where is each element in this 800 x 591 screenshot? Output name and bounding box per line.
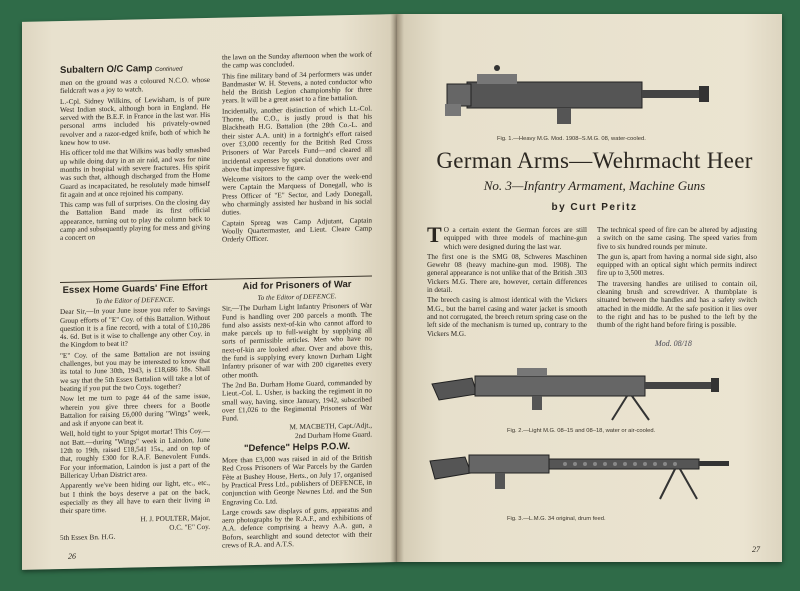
fig1-caption: Fig. 1.—Heavy M.G. Mod. 1908–S.M.G. 08, water-cooled. bbox=[497, 136, 646, 142]
lmg34-illustration bbox=[425, 439, 745, 509]
paragraph: This fine military band of 34 performers was under Bandmaster W. H. Stevens, a noted conductor who held the British Legion championship for three years. It will be a great asset to a fine battalion. bbox=[222, 69, 372, 106]
article-title-block bbox=[427, 148, 762, 213]
book-spine bbox=[390, 14, 404, 562]
fig3-caption: Fig. 3.—L.M.G. 34 original, drum feed. bbox=[507, 516, 606, 522]
paragraph: men on the ground was a coloured N.C.O. whose fieldcraft was a joy to watch. bbox=[60, 75, 210, 96]
page-number-left: 26 bbox=[68, 551, 76, 561]
paragraph: The technical speed of fire can be altered by adjusting a switch on the same casing. The speed varies from five to six hundred rounds per minute. bbox=[597, 226, 757, 251]
paragraph: "E" Coy. of the same Battalion are not issuing challenges, but you may be interested to know that its total to June 30th, 1943, is £18,686 18s. Shall we say that the 5th Essex Battalion will take a lot of beating if you put the two Coys. together? bbox=[60, 348, 210, 394]
paragraph: Incidentally, another distinction of which Lt.-Col. Thorne, the C.O., is justly proud is that his Blackheath H.G. Battalion (the 28th Co.-L. and their sister A.A. unit) in a fortnight's effort raised over £3,000 recently for the British Red Cross Prisoners of War Parcels Fund—and cleared all incidental expenses by special donations over and above that impressive figure. bbox=[222, 104, 372, 174]
essex-subhead: To the Editor of DEFENCE. bbox=[95, 295, 175, 306]
paragraph: The traversing handles are utilised to contain oil, cleaning brush and screwdriver. A thumbplate is situated between the handles and has a safety switch attached in the middle. At the safe position it lies over to the right and has to be pushed to the left by the thumb of the right hand before firing is possible. bbox=[597, 279, 757, 330]
left-col4 bbox=[222, 277, 372, 552]
paragraph: O a certain extent the German forces are still equipped with three models of machine-gun which were designed during the last war. bbox=[443, 226, 587, 251]
unit-name: 5th Essex Bn. H.G. bbox=[60, 532, 116, 543]
paragraph: Large crowds saw displays of guns, apparatus and aero photographs by the R.A.F., and exhibitions of A.A. defence comprising a heavy A.A. gun, a Bofors, searchlight and sound detector with their crews of R.A. and A.T.S. bbox=[222, 505, 372, 550]
subaltern-header: Subaltern O/C Camp Continued bbox=[60, 63, 183, 77]
paragraph: His officer told me that Wilkins was badly smashed up while doing duty in an air raid, and was for nine months in hospital with severe fractures. His spirit was such that, although discharged from the Home Guard as incapacitated, he resolutely made himself fit again and at once rejoined his company. bbox=[60, 146, 210, 199]
aid-header: Aid for Prisoners of War bbox=[242, 278, 352, 293]
paragraph: Now let me turn to page 44 of the same issue, wherein you give three cheers for a Bootle Battalion for raising £6,000 during "Wings" week, and ask if anyone can beat it. bbox=[60, 392, 210, 429]
fig2-annotation: Mod. 08/18 bbox=[655, 339, 692, 348]
paragraph: More than £3,000 was raised in aid of the British Red Cross Prisoners of War Parcels by the Garden Fête at Bushey House, Herts., on July 17, organised by Practical Press Ltd., publishers of DEFENCE, in conjunction with George Newnes Ltd. and the Sun Engraving Co. Ltd. bbox=[222, 453, 372, 507]
drop-cap: T bbox=[427, 222, 442, 247]
signature-title: 2nd Durham Home Guard. bbox=[294, 430, 372, 440]
signature: M. MACBETH, Capt./Adjt., bbox=[289, 421, 372, 432]
paragraph: L.-Cpl. Sidney Wilkins, of Lewisham, is of pure West Indian stock, although born in England. He served with the B.E.F. in France in the last war. His personal arms included his privately-owned revolver and a razor-edged knife, both of which he knew how to use. bbox=[60, 94, 210, 148]
right-col2 bbox=[597, 226, 757, 332]
paragraph: Captain Spreag was Camp Adjutant, Captain Woolly Quartermaster, and Lieut. Cleare Camp Orderly Officer. bbox=[222, 216, 372, 244]
essex-header: Essex Home Guards' Fine Effort bbox=[62, 281, 208, 297]
paragraph: The breech casing is almost identical with the Vickers M.G., but the barrel casing and water jacket is smooth and not corrugated, the breech return spring case on the left side of the mechanism is turned up, contrary to the Vickers M.G. bbox=[427, 296, 587, 338]
paragraph: The gun is, apart from having a normal side sight, also equipped with an optical sight which permits indirect fire up to 3,500 metres. bbox=[597, 252, 757, 278]
paragraph: Welcome visitors to the camp over the week-end were Captain the Marquess of Donegall, who is Press Officer of "E" Sector, and Lady Donegall, who charmingly assisted her husband in his social duties. bbox=[222, 172, 372, 218]
right-col1 bbox=[427, 222, 587, 340]
light-mg-illustration bbox=[427, 354, 737, 424]
signature: H. J. POULTER, Major, bbox=[140, 514, 210, 524]
paragraph: Well, hold tight to your Spigot mortar! This Coy.—not Batt.—during "Wings" week in Laindon, June 12th to 19th, raised £18,541 15s., and on top of that, roughly £300 for R.A.F. Benevolent Funds. For your information, Laindon is just a part of the Billericay Urban District area. bbox=[60, 427, 210, 480]
left-col2 bbox=[222, 51, 372, 247]
page-number-right: 27 bbox=[752, 545, 760, 554]
fig2-caption: Fig. 2.—Light M.G. 08–15 and 08–18, water or air-cooled. bbox=[507, 428, 656, 434]
aid-subhead: To the Editor of DEFENCE. bbox=[257, 292, 337, 302]
signature-title: O.C. "E" Coy. bbox=[169, 522, 210, 532]
byline: by Curt Peritz bbox=[551, 202, 638, 213]
magazine-spread bbox=[22, 14, 782, 574]
article-subtitle: No. 3—Infantry Armament, Machine Guns bbox=[483, 178, 706, 193]
heavy-mg-illustration bbox=[437, 54, 717, 134]
paragraph: The first one is the SMG 08, Schweres Maschinen Gewehr 08 (heavy machine-gun mod. 1908). The general appearance is not unlike that of the British .303 Vickers M.G. There are, however, certain differences in detail. bbox=[427, 252, 587, 295]
left-col1 bbox=[60, 60, 210, 245]
paragraph: the lawn on the Sunday afternoon when the work of the camp was concluded. bbox=[222, 50, 372, 70]
paragraph: Sir,—The Durham Light Infantry Prisoners of War Fund is handling over 200 parcels a month. The fund also assists next-of-kin who cannot afford to make parcels up to full-weight by supplying all sorts of permissible articles. Men who have no next-of-kin are looked after. Over and above this, the fund is supplying every known Durham Light Infantry prisoner of war with 200 cigarettes every other month. bbox=[222, 301, 372, 380]
paragraph: Dear Sir,—In your June issue you refer to Savings Group efforts of "E" Coy. of this Battalion. Without question it is a fine record, with a total of £10,286 4s. 6d. But is it wise to challenge any other Coy. in the Kingdom to beat it? bbox=[60, 305, 210, 350]
article-title: German Arms—Wehrmacht Heer bbox=[436, 148, 753, 173]
paragraph: This camp was full of surprises. On the closing day the Battalion Band made its first official appearance, turning out to play the column back to camp and subsequently playing for mess and giving a concert on bbox=[60, 198, 210, 243]
right-page bbox=[397, 14, 782, 562]
defence-header: "Defence" Helps P.O.W. bbox=[244, 441, 350, 455]
left-page bbox=[22, 14, 397, 570]
paragraph: Apparently we've been hiding our light, etc., etc., but I think the boys deserve a pat on the back, especially as they all have to earn their living in their spare time. bbox=[60, 479, 210, 516]
left-col3 bbox=[60, 280, 210, 542]
paragraph: The 2nd Bn. Durham Home Guard, commanded by Lieut.-Col. L. Usher, is backing the regiment in no small way, having, since January, 1942, subscribed over £1,026 to the Regimental Prisoners of War Fund. bbox=[222, 378, 372, 423]
